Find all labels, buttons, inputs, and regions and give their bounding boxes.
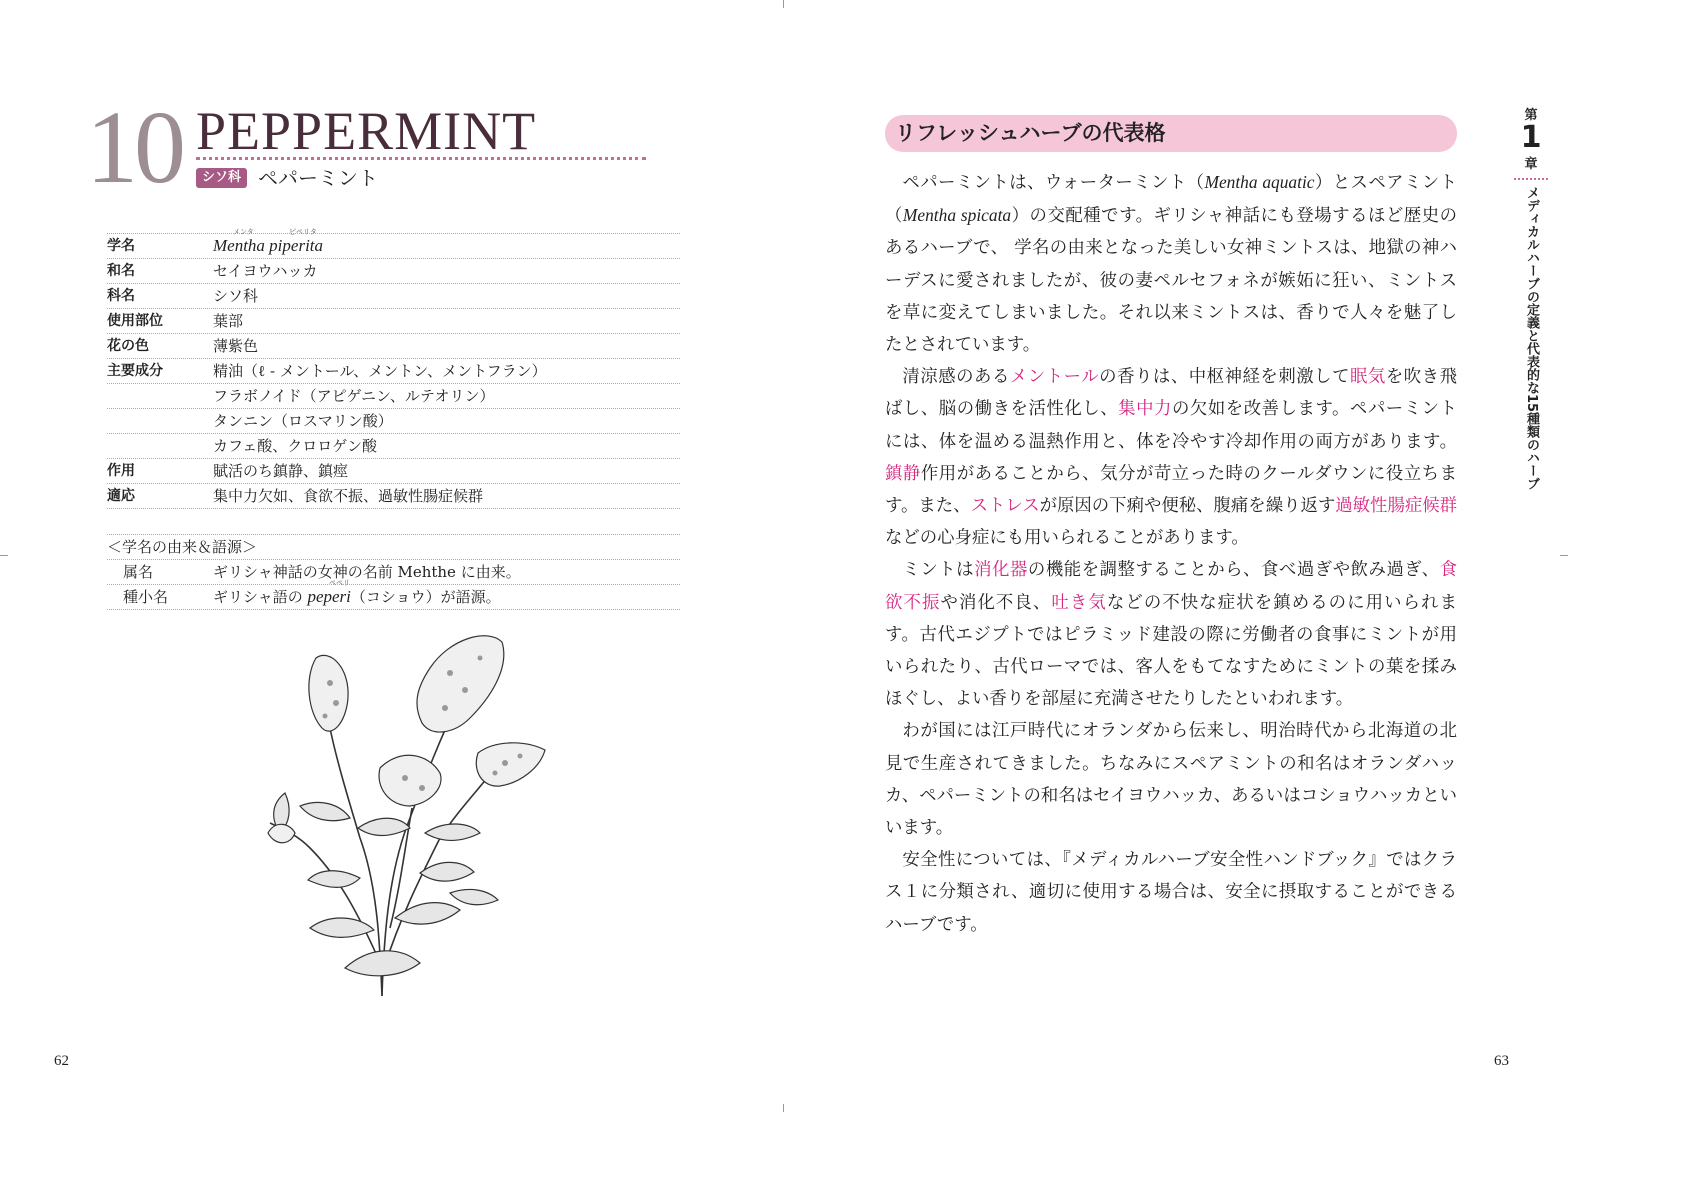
profile-key: 作用 — [107, 463, 135, 479]
text-run: や消化不良、 — [940, 592, 1052, 613]
etymology-value: ギリシャ神話の女神の名前 Mehthe に由来。 — [213, 563, 521, 581]
section-title: リフレッシュハーブの代表格 — [895, 121, 1166, 145]
side-tab-dots — [1514, 178, 1548, 180]
profile-key: 適応 — [107, 488, 135, 504]
crop-mark — [783, 0, 784, 8]
profile-value: 葉部 — [213, 312, 244, 330]
profile-key: 学名 — [107, 238, 135, 254]
profile-row — [107, 283, 680, 308]
highlight-term: 眠気 — [1350, 367, 1386, 388]
profile-key: 花の色 — [107, 338, 149, 354]
text-run: などの不快な症状を鎮めるのに用いられます。古代エジプトではピラミッド建設の際に労働者の食事にミントが用いられたり、古代ローマでは、客人をもてなすためにミントの葉を揉みほぐし、よい香りを部屋に充満させたりしたといわれます。 — [885, 592, 1457, 710]
crop-mark — [1560, 555, 1568, 556]
text-run: 作用があることから、気分が苛立った時のクールダウンに役立ちます。また、 — [885, 463, 1457, 517]
highlight-term: 集中力 — [1118, 399, 1172, 420]
latin-word: peperi — [307, 587, 351, 606]
highlight-term: ストレス — [970, 496, 1040, 517]
highlight-term: 消化器 — [974, 560, 1028, 581]
text-run: の香りは、中枢神経を刺激して — [1099, 367, 1350, 388]
latin-name: Mentha aquatic — [1204, 172, 1315, 192]
chapter-number: 1 — [1520, 120, 1542, 155]
profile-row — [107, 408, 680, 433]
profile-value: カフェ酸、クロロゲン酸 — [213, 437, 377, 455]
chapter-prefix: 第 — [1524, 108, 1538, 123]
etymology-value: ペペリ ギリシャ語の peperi（コショウ）が語源。 — [213, 579, 501, 606]
ruby-text: ピペリタ — [289, 228, 317, 236]
profile-value: シソ科 — [213, 287, 259, 305]
text-run: の機能を調整することから、食べ過ぎや飲み過ぎ、 — [1027, 560, 1440, 581]
profile-key: 主要成分 — [107, 363, 163, 379]
profile-value: 集中力欠如、食欲不振、過敏性腸症候群 — [213, 487, 484, 505]
latin-name: Mentha spicata — [902, 205, 1012, 226]
body-paragraph — [885, 715, 1457, 844]
text-run: の欠如を改善します。ペパーミントには、体を温める温熱作用と、体を冷やす冷却作用の両方があります。 — [885, 399, 1457, 452]
profile-value: 薄紫色 — [213, 337, 259, 355]
herb-number: 10 — [86, 90, 182, 205]
profile-key: 和名 — [107, 263, 135, 279]
highlight-term: 鎮静 — [885, 463, 921, 484]
text-run: などの心身症にも用いられることがあります。 — [885, 528, 1249, 549]
profile-value — [213, 228, 324, 258]
profile-key: 科名 — [107, 288, 135, 304]
profile-row — [107, 433, 680, 458]
profile-value: 精油（ℓ - メントール、メントン、メントフラン） — [213, 362, 547, 380]
text-run: ペパーミントは、ウォーターミント（ — [902, 173, 1205, 193]
chapter-suffix: 章 — [1524, 157, 1538, 172]
body-paragraph — [885, 554, 1457, 715]
page-number-right: 63 — [1494, 1053, 1509, 1069]
highlight-term: メントール — [1009, 367, 1100, 388]
ruby-text: メンタ — [233, 228, 254, 236]
ruby-text: ペペリ — [329, 579, 350, 587]
highlight-term: 過敏性腸症候群 — [1335, 496, 1458, 517]
crop-mark — [0, 555, 8, 556]
section-heading-band — [885, 115, 1457, 152]
page-number-left: 62 — [54, 1053, 69, 1069]
herb-title-japanese: ペパーミント — [258, 166, 378, 190]
etymology-row-genus — [107, 559, 680, 584]
profile-key: 使用部位 — [107, 313, 163, 329]
peppermint-illustration — [250, 628, 560, 1000]
text-run: 清涼感のある — [902, 367, 1010, 388]
profile-row — [107, 383, 680, 408]
highlight-term: 吐き気 — [1051, 592, 1107, 613]
profile-value: 賦活のち鎮静、鎮痙 — [213, 462, 349, 480]
body-paragraph — [885, 844, 1457, 941]
profile-row — [107, 458, 680, 483]
etymology-row-species — [107, 579, 680, 610]
profile-value: タンニン（ロスマリン酸） — [213, 412, 393, 430]
etymology-key: 属名 — [123, 563, 154, 581]
family-badge: シソ科 — [196, 168, 247, 188]
etymology-key: 種小名 — [123, 588, 169, 606]
herb-profile-table — [107, 228, 680, 509]
text-run: 安全性については、『メディカルハーブ安全性ハンドブック』ではクラス１に分類され、適切に使用する場合は、安全に摂取することができるハーブです。 — [885, 850, 1457, 935]
text-run: ミントは — [902, 560, 975, 581]
etymology-table — [107, 534, 680, 610]
chapter-title-vertical: メディカルハーブの定義と代表的な15種類のハーブ — [1524, 186, 1539, 491]
profile-value: セイヨウハッカ — [213, 262, 318, 280]
body-paragraph — [885, 166, 1457, 361]
text-run: ）とスペアミント（ — [885, 173, 1457, 227]
title-dotted-rule — [196, 157, 646, 160]
text-run: ）の交配種です。ギリシャ神話にも登場するほど歴史のあるハーブで、 学名の由来となった美しい女神ミントスは、地獄の神ハーデスに愛されましたが、彼の妻ペルセフォネが嫉妬に狂い、ミントスを草に変えてしまいました。それ以来ミントスは、香りで人々を魅了したとされています。 — [885, 206, 1457, 356]
profile-row — [107, 258, 680, 283]
text-run: わが国には江戸時代にオランダから伝来し、明治時代から北海道の北見で生産されてきました。ちなみにスペアミントの和名はオランダハッカ、ペパーミントの和名はセイヨウハッカ、あるいはコショウハッカといいます。 — [885, 721, 1457, 839]
herb-title-english: PEPPERMINT — [196, 101, 537, 161]
profile-row — [107, 483, 680, 509]
profile-value: フラボノイド（アピゲニン、ルテオリン） — [213, 387, 495, 405]
chapter-side-tab — [1514, 104, 1548, 490]
profile-row — [107, 358, 680, 383]
crop-mark — [783, 1104, 784, 1112]
text-run: を吹き飛ばし、脳の働きを活性化し、 — [885, 367, 1457, 420]
text-run: が原因の下痢や便秘、腹痛を繰り返す — [1039, 496, 1336, 517]
profile-row-scientific-name — [107, 228, 680, 258]
etymology-header: ＜学名の由来＆語源＞ — [107, 534, 680, 559]
highlight-term: 食欲不振 — [885, 560, 1457, 613]
profile-row — [107, 333, 680, 358]
body-text — [885, 166, 1457, 941]
scientific-name: Mentha piperita — [213, 236, 324, 255]
body-paragraph — [885, 361, 1457, 554]
profile-row — [107, 308, 680, 333]
